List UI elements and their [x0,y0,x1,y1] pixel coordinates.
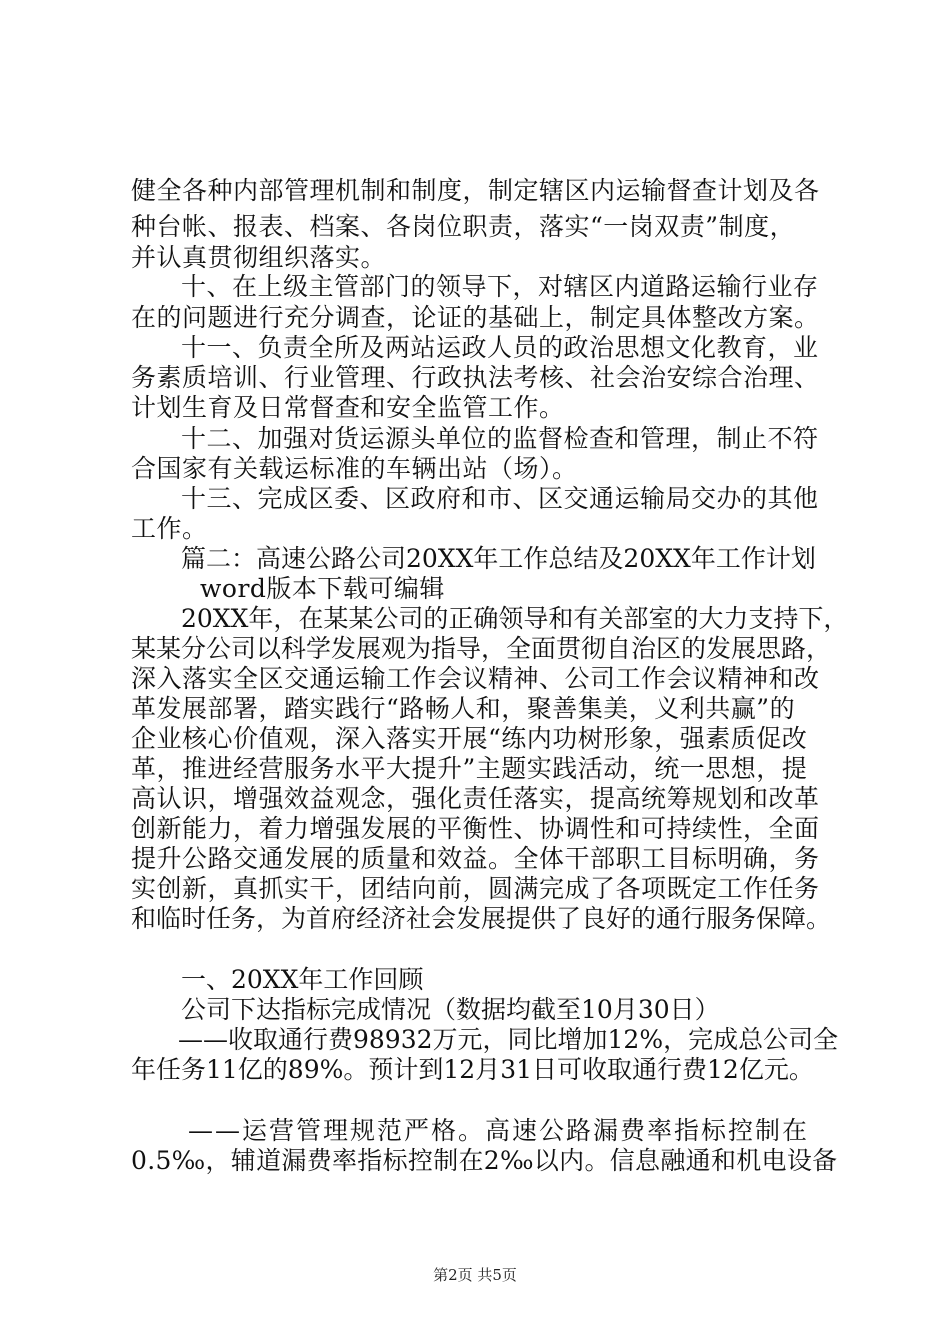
text-line: 并认真贯彻组织落实。 [131,243,387,272]
text-line: 0.5‰，辅道漏费率指标控制在2‰以内。信息融通和机电设备 [131,1146,838,1175]
text-line: 革发展部署，踏实践行“路畅人和，聚善集美，义利共赢”的 [131,694,796,723]
text-line: 企业核心价值观，深入落实开展“练内功树形象，强素质促改 [131,724,808,753]
text-line: 十二、加强对货运源头单位的监督检查和管理，制止不符 [181,424,819,453]
text-line: 高认识，增强效益观念，强化责任落实，提高统筹规划和改革 [131,784,820,813]
text-line: 深入落实全区交通运输工作会议精神、公司工作会议精神和改 [131,664,820,693]
text-line: 种台帐、报表、档案、各岗位职责，落实“一岗双责”制度， [131,212,796,241]
text-line: 20XX年，在某某公司的正确领导和有关部室的大力支持下， [181,604,849,633]
text-line: 合国家有关载运标准的车辆出站（场）。 [131,454,578,483]
page-number-footer: 第2页 共5页 [433,1266,517,1284]
text-line: 务素质培训、行业管理、行政执法考核、社会治安综合治理、 [131,363,820,392]
section-heading: 篇二：高速公路公司20XX年工作总结及20XX年工作计划 [181,544,816,573]
section-heading: 一、20XX年工作回顾 [181,965,424,994]
text-line: 创新能力，着力增强发展的平衡性、协调性和可持续性，全面 [131,814,820,843]
text-line: 年任务11亿的89%。预计到12月31日可收取通行费12亿元。 [131,1055,814,1084]
text-line: 提升公路交通发展的质量和效益。全体干部职工目标明确，务 [131,844,820,873]
text-line: ——运营管理规范严格。高速公路漏费率指标控制在 [188,1116,810,1145]
text-line: 计划生育及日常督查和安全监管工作。 [131,393,565,422]
text-line: 革，推进经营服务水平大提升”主题实践活动，统一思想，提 [131,754,808,783]
text-line: 在的问题进行充分调查，论证的基础上，制定具体整改方案。 [131,303,820,332]
text-line: ——收取通行费98932万元，同比增加12%，完成总公司全 [178,1025,839,1054]
text-line: 实创新，真抓实干，团结向前，圆满完成了各项既定工作任务 [131,874,820,903]
text-line: 健全各种内部管理机制和制度，制定辖区内运输督查计划及各 [131,176,820,205]
text-line: 十一、负责全所及两站运政人员的政治思想文化教育，业 [181,333,819,362]
text-line: 工作。 [131,514,208,543]
text-line: word版本下载可编辑 [200,574,445,603]
text-line: 公司下达指标完成情况（数据均截至10月30日） [181,995,720,1024]
text-line: 和临时任务，为首府经济社会发展提供了良好的通行服务保障。 [131,904,832,933]
text-line: 十三、完成区委、区政府和市、区交通运输局交办的其他 [181,484,819,513]
text-line: 某某分公司以科学发展观为指导，全面贯彻自治区的发展思路， [131,634,832,663]
text-line: 十、在上级主管部门的领导下，对辖区内道路运输行业存 [181,272,819,301]
